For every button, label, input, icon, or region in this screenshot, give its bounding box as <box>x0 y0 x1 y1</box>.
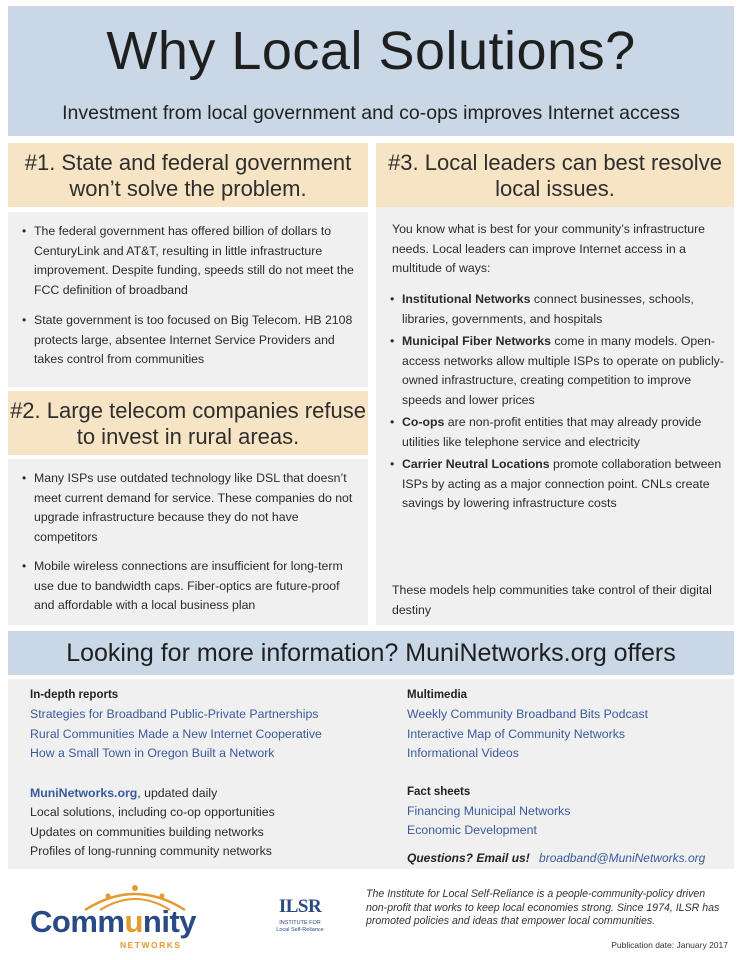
section3-item-title: Municipal Fiber Networks <box>402 334 551 348</box>
page-subtitle: Investment from local government and co-ops improves Internet access <box>62 102 680 124</box>
logo-word-part: Comm <box>30 904 125 939</box>
more-info-title: Looking for more information? MuniNetworks.org offers <box>8 631 734 675</box>
section2-body <box>8 459 368 625</box>
ilsr-mark: ILSR <box>278 896 322 917</box>
reports-label: In-depth reports <box>30 689 119 701</box>
section3-item-text: promote collaboration between ISPs by acting as a major connection point. CNLs create savings by lowering infrastructure costs <box>402 457 722 510</box>
section1-body <box>8 212 368 387</box>
section2-bullet: • Mobile wireless connections are insufficient for long-term use due to bandwidth caps. Fiber-optics are future-proof and affordable with a local business plan <box>22 557 356 616</box>
section3-list <box>390 290 724 517</box>
report-link[interactable]: How a Small Town in Oregon Built a Network <box>30 746 275 760</box>
info-left-column <box>30 687 370 862</box>
factsheet-link[interactable]: Financing Municipal Networks <box>407 803 571 818</box>
section3-item-title: Co-ops <box>402 415 445 429</box>
ilsr-logo <box>274 896 326 944</box>
logo-word-part: u <box>124 904 143 939</box>
section3-intro: You know what is best for your community’s infrastructure needs. Local leaders can improve Internet access in a multitude of ways: <box>392 222 706 275</box>
site-link[interactable]: MuniNetworks.org <box>30 785 138 800</box>
multimedia-label: Multimedia <box>407 689 468 701</box>
site-item: Profiles of long-running community networks <box>30 844 272 858</box>
multimedia-link[interactable]: Informational Videos <box>407 746 519 760</box>
section3-item <box>390 413 724 452</box>
section3-item-title: Carrier Neutral Locations <box>402 457 550 471</box>
report-link[interactable]: Rural Communities Made a New Internet Cooperative <box>30 726 322 741</box>
email-link[interactable]: broadband@MuniNetworks.org <box>539 850 706 865</box>
header-banner <box>8 6 734 136</box>
publication-date: Publication date: January 2017 <box>611 940 728 950</box>
questions-row <box>407 849 727 869</box>
factsheets-label: Fact sheets <box>407 785 471 798</box>
site-suffix: , updated daily <box>137 785 218 800</box>
section3-item-text: are non-profit entities that may already provide utilities like telephone service and electricity <box>402 415 702 449</box>
ilsr-blurb: The Institute for Local Self-Reliance is a people-community-policy driven non-profit that works to keep local economies strong. Since 1974, ILSR has promoted policies and ideas that empower local communities. <box>366 888 720 927</box>
more-info-panel <box>8 679 734 869</box>
section1-heading: #1. State and federal government won’t solve the problem. <box>8 143 368 207</box>
section1-bullet: • The federal government has offered billion of dollars to CenturyLink and AT&T, resulting in little infrastructure improvement. Despite funding, speeds still do not meet the FCC definition of broadband <box>22 222 356 300</box>
logo-wordmark <box>30 904 196 940</box>
section3-item-text: connect businesses, schools, libraries, governments, and hospitals <box>402 292 694 326</box>
section1-bullet: • State government is too focused on Big Telecom. HB 2108 protects large, absentee Internet Service Providers and takes control from communities <box>22 311 356 370</box>
section2-bullet: • Many ISPs use outdated technology like DSL that doesn’t meet current demand for service. These companies do not upgrade infrastructure because they do not have competitors <box>22 469 356 547</box>
logo-word-part: nity <box>142 904 197 939</box>
site-line <box>30 784 370 804</box>
section2-heading: #2. Large telecom companies refuse to invest in rural areas. <box>8 391 368 455</box>
section3-item <box>390 290 724 329</box>
section3-heading: #3. Local leaders can best resolve local issues. <box>376 143 734 207</box>
section3-item <box>390 332 724 410</box>
right-column <box>376 143 734 625</box>
site-item: Local solutions, including co-op opportunities <box>30 805 275 819</box>
footer <box>8 876 734 956</box>
info-right-column <box>407 687 727 868</box>
ilsr-tagline: INSTITUTE FOR Local Self-Reliance <box>276 920 324 933</box>
factsheet-link[interactable]: Economic Development <box>407 823 537 837</box>
page-title: Why Local Solutions? <box>106 21 636 81</box>
section3-item <box>390 455 724 514</box>
report-link[interactable]: Strategies for Broadband Public-Private Partnerships <box>30 707 319 721</box>
multimedia-link[interactable]: Interactive Map of Community Networks <box>407 726 625 741</box>
logo-subtitle: NETWORKS <box>120 940 182 950</box>
section3-item-title: Institutional Networks <box>402 292 531 306</box>
questions-label: Questions? Email us! <box>407 850 530 865</box>
multimedia-link[interactable]: Weekly Community Broadband Bits Podcast <box>407 707 649 721</box>
left-column <box>8 143 368 625</box>
community-networks-logo <box>30 884 230 950</box>
site-item: Updates on communities building networks <box>30 824 264 839</box>
section3-item-text: come in many models. Open-access networks allow multiple ISPs to operate on publicly-owned infrastructure, creating competition to improve speeds and lower prices <box>402 334 724 407</box>
section3-outro: These models help communities take control of their digital destiny <box>392 583 712 617</box>
